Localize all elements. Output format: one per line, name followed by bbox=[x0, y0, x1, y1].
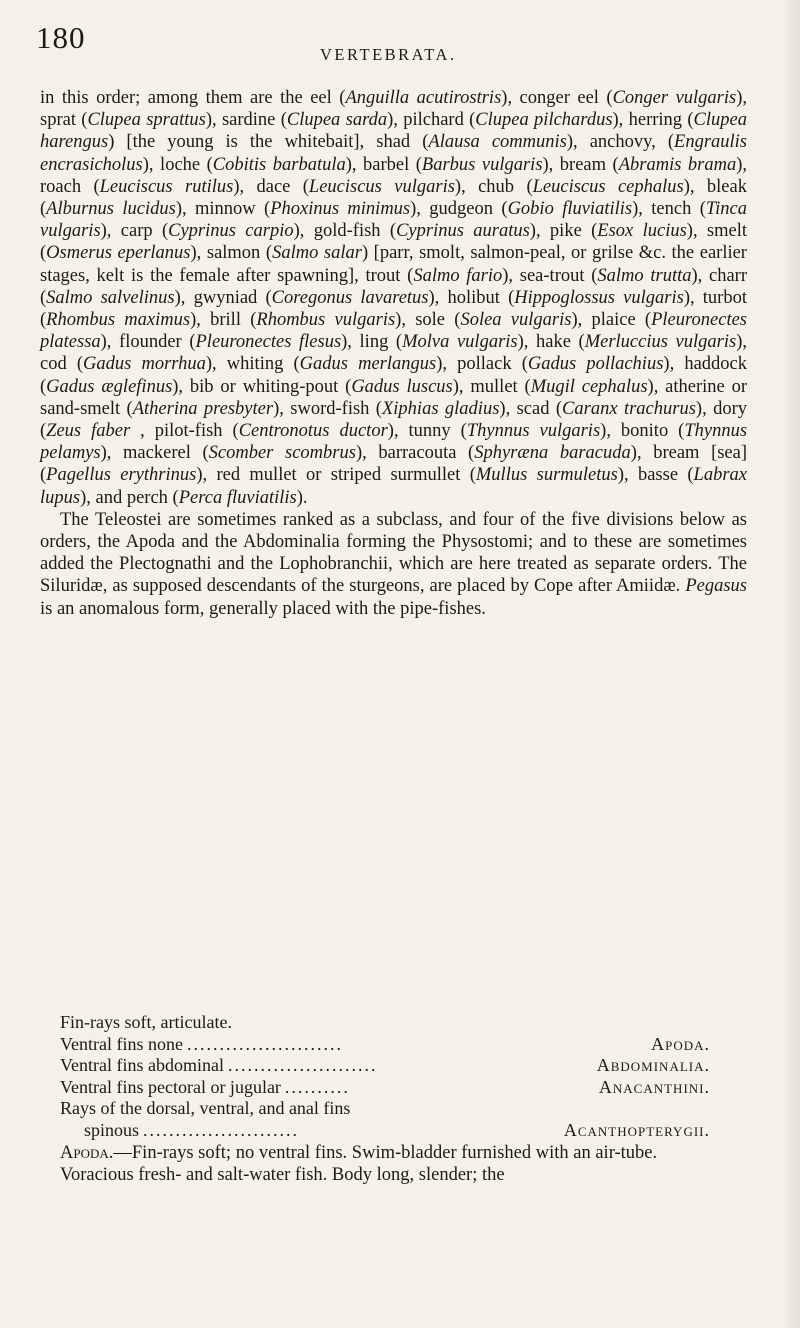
text-run: ), gudgeon ( bbox=[410, 199, 508, 220]
text-run: ), bib or whiting-pout ( bbox=[172, 376, 352, 397]
text-run: ), barracouta ( bbox=[355, 443, 475, 464]
main-text bbox=[40, 87, 747, 620]
teleostei-paragraph bbox=[40, 509, 747, 620]
text-run: ), pike ( bbox=[529, 221, 598, 242]
species-name: Gadus luscus bbox=[351, 376, 453, 397]
page-edge-shadow bbox=[782, 0, 800, 1328]
species-name: Abramis brama bbox=[618, 154, 737, 175]
key-row-acanthopterygii: spinous ........................ Acanthopterygii. bbox=[84, 1119, 710, 1140]
species-name: Leuciscus cephalus bbox=[532, 176, 684, 197]
text-run: ), sea-trout ( bbox=[502, 265, 598, 286]
species-name: Anguilla acutirostris bbox=[345, 88, 502, 108]
species-name: Gadus merlangus bbox=[299, 354, 437, 375]
text-run: ), conger eel ( bbox=[501, 88, 613, 108]
species-name: Zeus faber bbox=[46, 421, 131, 442]
text-run: ), atherine or sand-smelt ( bbox=[40, 376, 748, 419]
text-run: ) [the young is the whitebait], shad ( bbox=[108, 132, 429, 153]
text-run: ). bbox=[296, 487, 308, 508]
species-name: Gobio fluviatilis bbox=[507, 199, 633, 220]
species-name: Cyprinus carpio bbox=[168, 221, 294, 242]
species-name: Salmo salar bbox=[272, 243, 362, 264]
species-name: Gadus æglefinus bbox=[46, 376, 173, 397]
text-run: is an anomalous form, generally placed with the pipe-fishes. bbox=[40, 598, 486, 619]
page-number: 180 bbox=[36, 20, 86, 55]
key-row-abdominalia: Ventral fins abdominal ....................... Abdominalia. bbox=[60, 1055, 710, 1075]
species-name: Mullus surmuletus bbox=[475, 465, 618, 486]
species-name: Thynnus pelamys bbox=[40, 421, 748, 464]
text-run: in this order; among them are the eel ( bbox=[40, 88, 346, 108]
species-name: Labrax lupus bbox=[40, 465, 747, 508]
text-run: ), herring ( bbox=[612, 110, 694, 131]
species-name: Scomber scombrus bbox=[208, 443, 356, 464]
species-name: Centronotus ductor bbox=[238, 421, 388, 442]
apoda-label: Apoda. bbox=[60, 1143, 114, 1163]
text-run: ), cod ( bbox=[40, 332, 747, 375]
species-name: Salmo trutta bbox=[597, 265, 692, 286]
species-name: Pegasus bbox=[685, 576, 747, 597]
text-run: , pilot-fish ( bbox=[130, 421, 239, 442]
text-run: ), bream [sea] ( bbox=[40, 443, 748, 486]
text-run: ), and perch ( bbox=[80, 487, 179, 508]
text-run: ), carp ( bbox=[100, 221, 169, 242]
species-name: Rhombus maximus bbox=[46, 310, 191, 331]
text-run: ), turbot ( bbox=[40, 287, 747, 331]
species-name: Sphyræna baracuda bbox=[474, 443, 631, 464]
text-run: ), bonito ( bbox=[600, 421, 685, 442]
species-name: Merluccius vulgaris bbox=[584, 332, 737, 353]
apoda-definition: Apoda.—Fin-rays soft; no ventral fins. Swim-bladder furnished with an air-tube. bbox=[60, 1143, 658, 1163]
species-name: Alburnus lucidus bbox=[46, 199, 176, 220]
text-run: ), chub ( bbox=[454, 176, 533, 197]
species-name: Phoxinus minimus bbox=[270, 199, 411, 220]
text-run: ), ling ( bbox=[341, 332, 403, 353]
species-name: Pleuronectes flesus bbox=[195, 332, 342, 353]
species-name: Molva vulgaris bbox=[402, 332, 518, 353]
text-run: ), minnow ( bbox=[175, 199, 271, 220]
classification-key bbox=[60, 1012, 710, 1141]
apoda-section bbox=[40, 1142, 747, 1186]
species-name: Leuciscus vulgaris bbox=[308, 176, 455, 197]
species-name: Clupea pilchardus bbox=[475, 110, 613, 131]
species-name: Salmo salvelinus bbox=[46, 287, 175, 308]
text-run: ), charr ( bbox=[40, 265, 747, 308]
species-name: Clupea sprattus bbox=[87, 110, 206, 131]
key-row-anacanthini: Ventral fins pectoral or jugular .......... Anacanthini. bbox=[60, 1076, 710, 1097]
species-name: Xiphias gladius bbox=[381, 398, 500, 419]
running-head: VERTEBRATA. bbox=[320, 45, 457, 64]
text-run: ), whiting ( bbox=[205, 354, 300, 375]
apoda-description: Voracious fresh- and salt-water fish. Body long, slender; the bbox=[60, 1165, 505, 1186]
species-name: Coregonus lavaretus bbox=[271, 287, 429, 308]
species-name: Tinca vulgaris bbox=[40, 199, 747, 242]
species-name: Solea vulgaris bbox=[460, 310, 572, 331]
key-row-apoda: Ventral fins none ........................ Apoda. bbox=[60, 1033, 710, 1054]
text-run: ), red mullet or striped surmullet ( bbox=[196, 465, 476, 486]
key-row-acanthopterygii-line1: Rays of the dorsal, ventral, and anal fins bbox=[60, 1098, 351, 1118]
species-name: Cyprinus auratus bbox=[396, 221, 530, 242]
text-run: ), tench ( bbox=[632, 199, 706, 220]
text-run: ), sword-fish ( bbox=[273, 398, 382, 419]
species-name: Thynnus vulgaris bbox=[466, 421, 601, 442]
species-name: Barbus vulgaris bbox=[421, 154, 543, 175]
species-name: Conger vulgaris bbox=[612, 88, 737, 108]
species-name: Perca fluviatilis bbox=[178, 487, 297, 508]
species-list-paragraph bbox=[40, 87, 747, 509]
text-run: ), sole ( bbox=[395, 310, 461, 331]
text-run: ), mullet ( bbox=[452, 376, 531, 397]
text-run: ), tunny ( bbox=[387, 421, 467, 442]
species-name: Pagellus erythrinus bbox=[46, 465, 197, 486]
text-run: ), pilchard ( bbox=[387, 110, 476, 131]
text-run: ), loche ( bbox=[142, 154, 213, 175]
text-run: ), hake ( bbox=[517, 332, 585, 353]
species-name: Gadus pollachius bbox=[527, 354, 664, 375]
text-run: ), dace ( bbox=[233, 176, 309, 197]
text-run: ), haddock ( bbox=[40, 354, 747, 397]
text-run: ), flounder ( bbox=[100, 332, 196, 353]
species-name: Esox lucius bbox=[597, 221, 687, 242]
key-heading: Fin-rays soft, articulate. bbox=[60, 1012, 232, 1032]
text-run: The Teleostei are sometimes ranked as a subclass, and four of the five divisions below as orders, the Apoda and the Abdominalia forming the Physostomi; and to these are sometimes added the Plectognathi and the Lophobranchii, which are here treated as separate orders. The Siluridæ, as supposed descendants of the sturgeons, are placed by Cope after Amiidæ. bbox=[40, 509, 747, 597]
text-run: ), dory ( bbox=[40, 398, 748, 442]
species-name: Clupea sarda bbox=[286, 110, 388, 131]
species-name: Hippoglossus vulgaris bbox=[514, 287, 684, 308]
text-run: ), plaice ( bbox=[571, 310, 652, 331]
species-name: Gadus morrhua bbox=[83, 354, 206, 375]
text-run: ), barbel ( bbox=[345, 154, 422, 175]
species-name: Osmerus eperlanus bbox=[46, 243, 191, 264]
text-run: ), sprat ( bbox=[40, 88, 748, 131]
text-run: ), roach ( bbox=[40, 154, 748, 197]
text-run: ), mackerel ( bbox=[100, 443, 209, 464]
species-name: Pleuronectes platessa bbox=[40, 310, 747, 353]
species-name: Engraulis encrasicholus bbox=[40, 132, 747, 175]
text-run: ), holibut ( bbox=[428, 287, 515, 308]
species-name: Rhombus vulgaris bbox=[256, 310, 396, 331]
species-name: Caranx trachurus bbox=[562, 398, 696, 419]
species-name: Atherina presbyter bbox=[132, 398, 274, 419]
text-run: ), sardine ( bbox=[205, 110, 287, 131]
species-name: Clupea harengus bbox=[40, 110, 747, 153]
text-run: ), gold-fish ( bbox=[293, 221, 397, 242]
text-run: ), scad ( bbox=[499, 398, 563, 419]
text-run: ), brill ( bbox=[190, 310, 257, 331]
text-run: ), gwyniad ( bbox=[174, 287, 272, 308]
text-run: ), bream ( bbox=[542, 154, 619, 175]
text-run: ), bleak ( bbox=[40, 176, 747, 220]
text-run: ) [parr, smolt, salmon-peal, or grilse &c. the earlier stages, kelt is the female after spawning], trout ( bbox=[40, 243, 747, 286]
species-name: Leuciscus rutilus bbox=[99, 176, 234, 197]
text-run: ), salmon ( bbox=[190, 243, 273, 264]
species-name: Alausa communis bbox=[428, 132, 567, 153]
text-run: ), smelt ( bbox=[40, 221, 748, 264]
text-run: ), basse ( bbox=[617, 465, 694, 486]
text-run: ), pollack ( bbox=[436, 354, 528, 375]
species-name: Mugil cephalus bbox=[530, 376, 648, 397]
species-name: Cobitis barbatula bbox=[212, 154, 346, 175]
text-run: ), anchovy, ( bbox=[566, 132, 675, 153]
species-name: Salmo fario bbox=[413, 265, 503, 286]
